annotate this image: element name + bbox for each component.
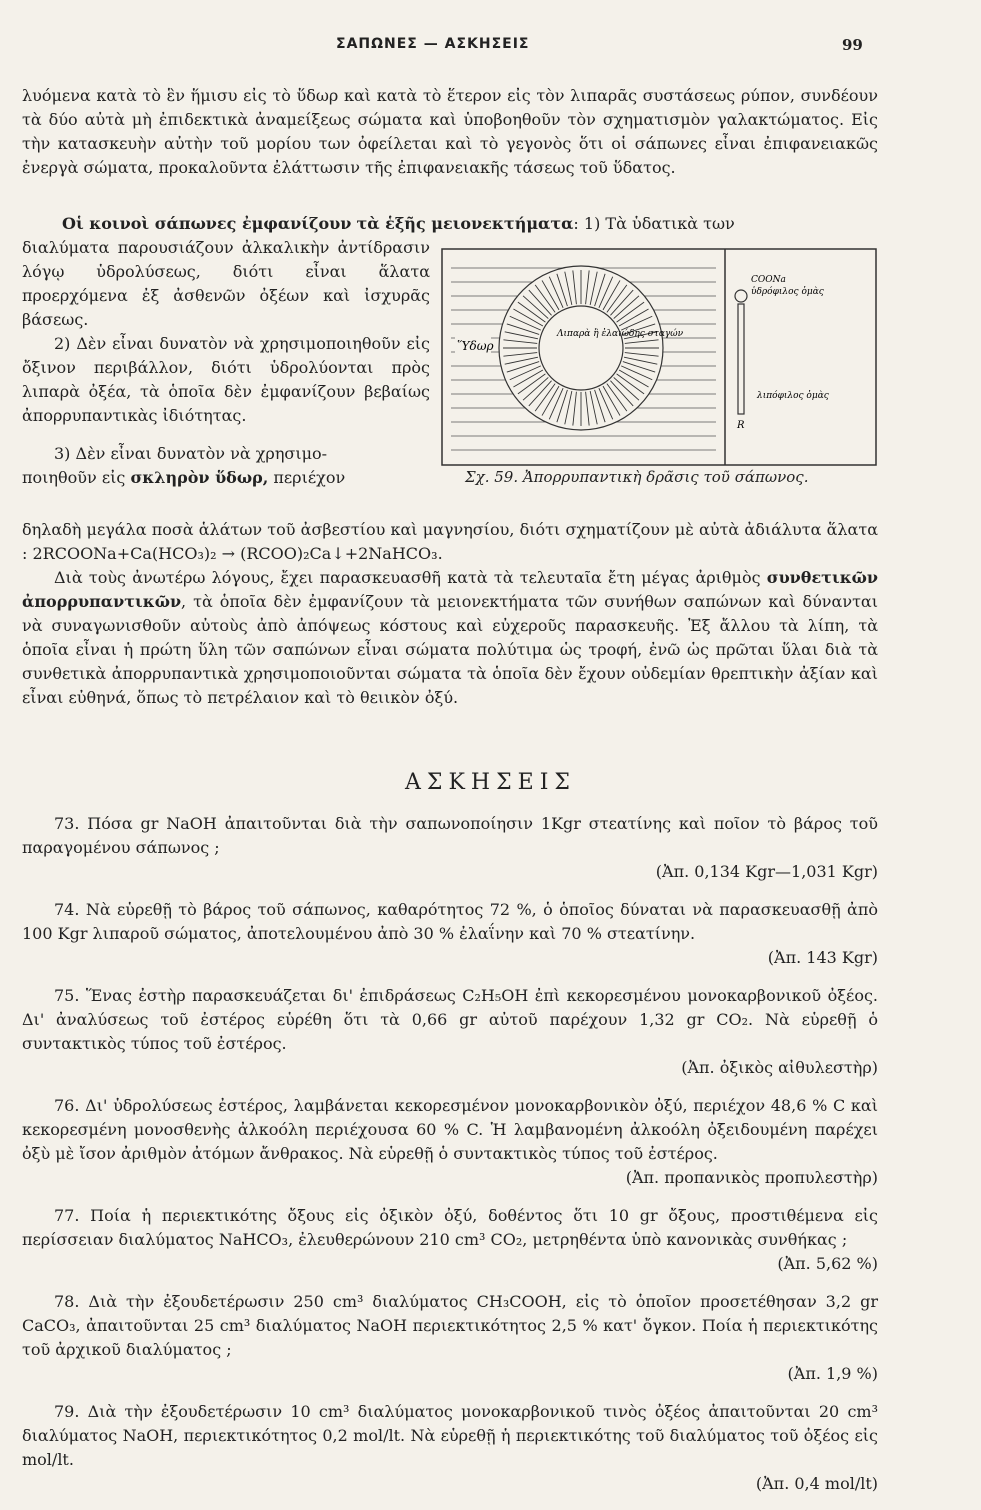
hydrophilic-head bbox=[735, 290, 747, 302]
exercise-text: 76. Δι' ὑδρολύσεως ἐστέρος, λαμβάνεται κεκορεσμένον μονοκαρβονικὸν ὀξύ, περιέχον 48,6 % C καὶ κεκορεσμένη μονοσθενὴς ἀλκοόλη περιέχουσα 60 % C. Ἡ λαμβανομένη ἀλκοόλη ὀξειδουμένη παρέχει ὀξὺ μὲ ἴσον ἀριθμὸν ἀτόμων ἄνθρακος. Νὰ εὑρεθῇ ὁ συντακτικὸς τύπος τοῦ ἐστέρος. bbox=[22, 1096, 878, 1163]
page-header bbox=[0, 36, 981, 60]
water-label: Ὕδωρ bbox=[457, 339, 494, 353]
exercises-list bbox=[22, 812, 878, 1510]
figure-caption: Σχ. 59. Ἀπορρυπαντικὴ δρᾶσις τοῦ σάπωνος. bbox=[465, 468, 809, 486]
drawback1-start: : 1) Τὰ ὑδατικὰ των bbox=[573, 214, 735, 233]
figure-59 bbox=[441, 248, 877, 466]
exercise-text: 74. Νὰ εὑρεθῇ τὸ βάρος τοῦ σάπωνος, καθαρότητος 72 %, ὁ ὁποῖος δύναται νὰ παρασκευασθῇ ἀπὸ 100 Kgr λιπαροῦ σώματος, ἀποτελουμένου ἀπὸ 30 % ἐλαΐνην καὶ 70 % στεατίνην. bbox=[22, 900, 878, 943]
lipophilic-tail bbox=[738, 304, 744, 414]
coona-label: COONa bbox=[751, 275, 786, 285]
synthetic-bold: συνθετικῶν ἀπορρυπαντικῶν bbox=[22, 568, 879, 611]
running-title: ΣΑΠΩΝΕΣ — ΑΣΚΗΣΕΙΣ bbox=[336, 36, 530, 52]
fat-label-text: Λιπαρὰ ἢ ἐλαιώδης σταγών bbox=[557, 329, 684, 339]
drawback3-c: περιέχον bbox=[273, 468, 346, 487]
exercise-item bbox=[22, 984, 878, 1080]
synthetic-paragraph bbox=[22, 566, 878, 710]
oil-droplet bbox=[539, 306, 623, 390]
exercise-item bbox=[22, 1204, 878, 1276]
drawbacks-lead-bold-a: Οἱ κοινοὶ σάπωνες ἐμφανίζουν bbox=[62, 214, 352, 233]
drawback3-line2 bbox=[22, 466, 430, 490]
exercise-answer: (Ἀπ. 5,62 %) bbox=[777, 1254, 878, 1273]
fat-droplet-label bbox=[556, 328, 684, 339]
intro-text: λυόμενα κατὰ τὸ ἓν ἥμισυ εἰς τὸ ὕδωρ καὶ κατὰ τὸ ἕτερον εἰς τὸν λιπαρᾶς συστάσεως ρύπον, συνδέουν τὰ δύο αὐτὰ μὴ ἐπιδεκτικὰ ἀναμείξεως σώματα καὶ ὑποβοηθοῦν τὸν σχηματισμὸν γαλακτώματος. Εἰς τὴν κατασκευὴν αὐτὴν τοῦ μορίου των ὀφείλεται καὶ τὸ γεγονὸς ὅτι οἱ σάπωνες εἶναι ἐπιφανειακῶς ἐνεργὰ σώματα, προκαλοῦντα ἐλάττωσιν τῆς ἐπιφανειακῆς τάσεως τοῦ ὕδατος. bbox=[22, 86, 878, 177]
exercise-text: 73. Πόσα gr NaOH ἀπαιτοῦνται διὰ τὴν σαπωνοποίησιν 1Kgr στεατίνης καὶ ποῖον τὸ βάρος τοῦ παραγομένου σάπωνος ; bbox=[22, 814, 878, 857]
synthetic-a: Διὰ τοὺς ἀνωτέρω λόγους, ἔχει παρασκευασθῆ κατὰ τὰ τελευταῖα ἔτη μέγας ἀριθμὸς bbox=[54, 568, 761, 587]
exercises-heading: ΑΣΚΗΣΕΙΣ bbox=[405, 770, 576, 795]
drawback1-text: διαλύματα παρουσιάζουν ἀλκαλικὴν ἀντίδρασιν λόγῳ ὑδρολύσεως, διότι εἶναι ἅλατα προερχόμενα ἐξ ἀσθενῶν ὀξέων καὶ ἰσχυρᾶς βάσεως. bbox=[22, 238, 430, 329]
exercise-item bbox=[22, 1400, 878, 1496]
r-label: R bbox=[737, 420, 745, 431]
left-column bbox=[22, 236, 430, 490]
hard-water-bold: σκληρὸν ὕδωρ, bbox=[130, 468, 269, 487]
drawback3-d: δηλαδὴ μεγάλα ποσὰ ἁλάτων τοῦ ἀσβεστίου καὶ μαγνησίου, διότι σχηματίζουν μὲ αὐτὰ ἀδιάλυτα ἅλατα : 2RCOONa+Ca(HCO₃)₂ → (RCOO)₂Ca↓+2NaHCO₃. bbox=[22, 520, 878, 563]
exercise-answer: (Ἀπ. 1,9 %) bbox=[787, 1364, 878, 1383]
exercise-text: 78. Διὰ τὴν ἐξουδετέρωσιν 250 cm³ διαλύματος CH₃COOH, εἰς τὸ ὁποῖον προσετέθησαν 3,2 gr CaCO₃, ἀπαιτοῦνται 25 cm³ διαλύματος NaOH περιεκτικότητος 2,5 % κατ' ὄγκον. Ποία ἡ περιεκτικότης τοῦ ἀρχικοῦ διαλύματος ; bbox=[22, 1292, 878, 1359]
hydrophilic-label: ὑδρόφιλος ὁμὰς bbox=[751, 287, 824, 297]
exercise-item bbox=[22, 812, 878, 884]
hard-water-continuation bbox=[22, 518, 878, 710]
lipophilic-label: λιπόφιλος ὁμὰς bbox=[757, 391, 829, 401]
exercise-answer: (Ἀπ. 0,4 mol/lt) bbox=[755, 1474, 878, 1493]
drawback3-line: 3) Δὲν εἶναι δυνατὸν νὰ χρησιμο- bbox=[54, 444, 328, 463]
drawback2-text: 2) Δὲν εἶναι δυνατὸν νὰ χρησιμοποιηθοῦν εἰς ὄξινον περιβάλλον, διότι ὑδρολύονται πρὸς λιπαρὰ ὀξέα, τὰ ὁποῖα δὲν ἐμφανίζουν βεβαίως ἀπορρυπαντικὰς ἰδιότητας. bbox=[22, 334, 430, 425]
exercise-item bbox=[22, 898, 878, 970]
exercise-item bbox=[22, 1094, 878, 1190]
exercise-item bbox=[22, 1290, 878, 1386]
exercise-text: 79. Διὰ τὴν ἐξουδετέρωσιν 10 cm³ διαλύματος μονοκαρβονικοῦ τινὸς ὀξέος ἀπαιτοῦνται 20 cm³ διαλύματος NaOH, περιεκτικότητος 0,2 mol/lt. Νὰ εὑρεθῇ ἡ περιεκτικότης τοῦ διαλύματος τοῦ ὀξέος εἰς mol/lt. bbox=[22, 1402, 878, 1469]
exercise-answer: (Ἀπ. ὀξικὸς αἰθυλεστὴρ) bbox=[681, 1058, 878, 1077]
drawbacks-lead-bold-b: τὰ ἑξῆς μειονεκτήματα bbox=[356, 214, 574, 233]
exercise-answer: (Ἀπ. 0,134 Kgr—1,031 Kgr) bbox=[655, 862, 878, 881]
intro-paragraph bbox=[22, 84, 878, 180]
drawback3-b: ποιηθοῦν εἰς bbox=[22, 468, 126, 487]
page-number: 99 bbox=[842, 36, 863, 54]
drawbacks-lead bbox=[22, 212, 878, 236]
exercise-answer: (Ἀπ. προπανικὸς προπυλεστὴρ) bbox=[625, 1168, 878, 1187]
synthetic-b: , τὰ ὁποῖα δὲν ἐμφανίζουν τὰ μειονεκτήματα τῶν συνήθων σαπώνων καὶ δύνανται νὰ συναγωνισθοῦν αὐτοὺς ἀπὸ ἀπόψεως κόστους καὶ εὐχεροῦς παρασκευῆς. Ἐξ ἄλλου τὰ λίπη, τὰ ὁποῖα εἶναι ἡ πρώτη ὕλη τῶν σαπώνων εἶναι σώματα πολύτιμα ὡς τροφή, ἐνῶ ὡς πρῶται ὕλαι διὰ τὰ συνθετικὰ ἀπορρυπαντικὰ χρησιμοποιοῦνται σώματα τὰ ὁποῖα δὲν ἔχουν οὐδεμίαν θρεπτικὴν ἀξίαν καὶ εἶναι εὐθηνά, ὅπως τὸ πετρέλαιον καὶ τὸ θειικὸν ὀξύ. bbox=[22, 592, 878, 707]
exercise-text: 77. Ποία ἡ περιεκτικότης ὄξους εἰς ὀξικὸν ὀξύ, δοθέντος ὅτι 10 gr ὄξους, προστιθέμενα εἰς περίσσειαν διαλύματος NaHCO₃, ἐλευθερώνουν 210 cm³ CO₂, μετρηθέντα ὑπὸ κανονικὰς συνθήκας ; bbox=[22, 1206, 878, 1249]
exercise-answer: (Ἀπ. 143 Kgr) bbox=[767, 948, 878, 967]
exercise-text: 75. Ἕνας ἐστὴρ παρασκευάζεται δι' ἐπιδράσεως C₂H₅OH ἐπὶ κεκορεσμένου μονοκαρβονικοῦ ὀξέος. Δι' ἀναλύσεως τοῦ ἐστέρος εὑρέθη ὅτι τὰ 0,66 gr αὐτοῦ παρέχουν 1,32 gr CO₂. Νὰ εὑρεθῇ ὁ συντακτικὸς τύπος τοῦ ἐστέρος. bbox=[22, 986, 878, 1053]
